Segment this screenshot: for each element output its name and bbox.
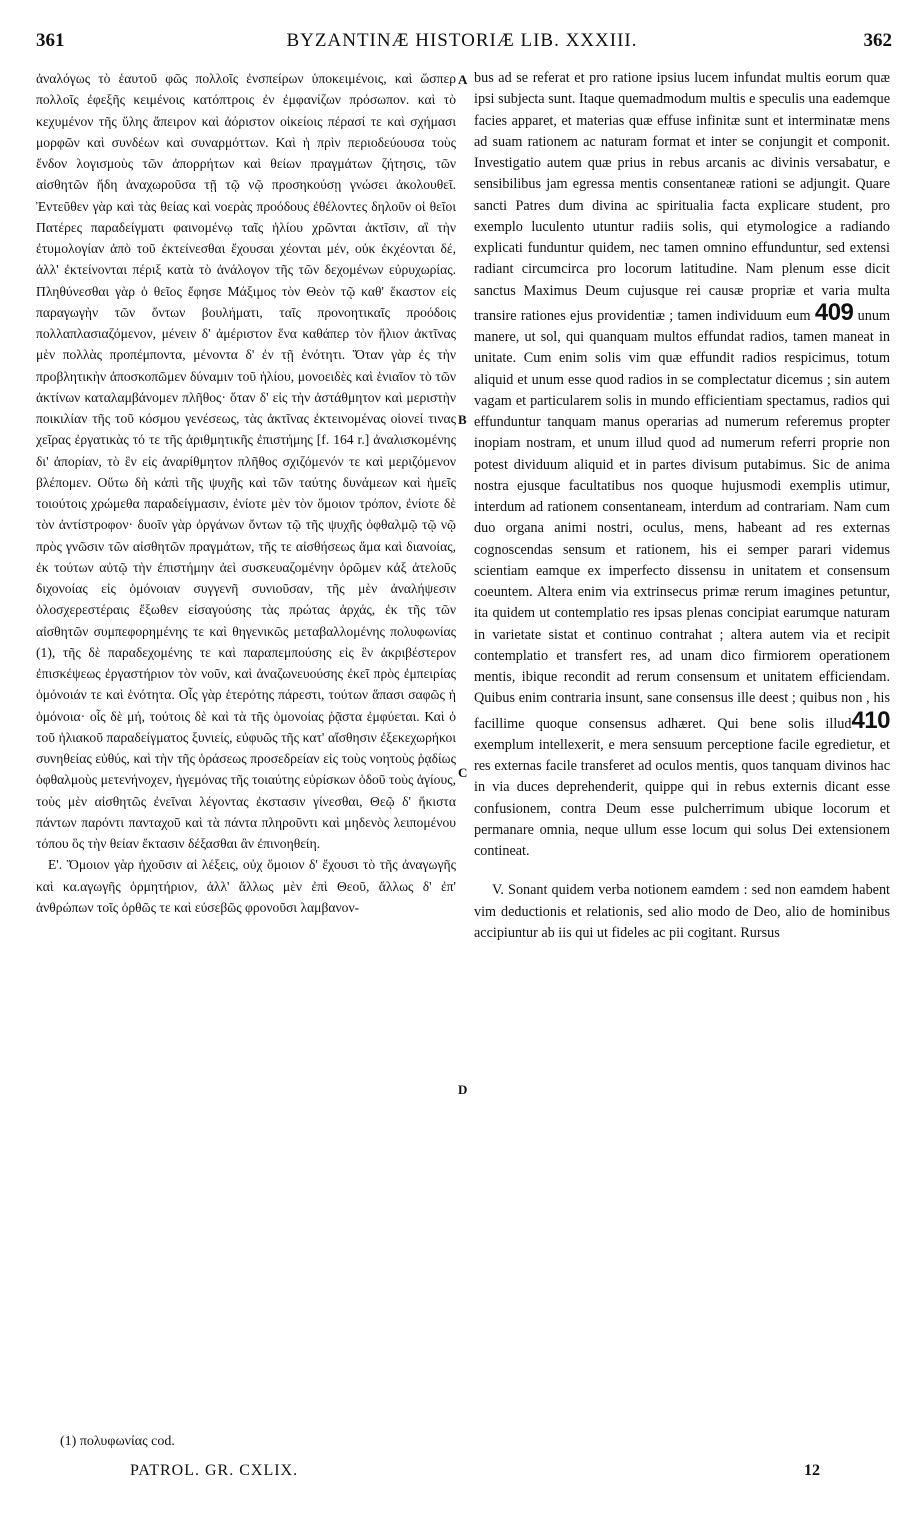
greek-paragraph-2: Ε'. Ὅμοιον γὰρ ἠχοῦσιν αἱ λέξεις, οὐχ ὅμοιον δ' ἔχουσι τὸ τῆς ἀναγωγῆς καὶ κα.αγωγῆς ὁρμητήριον, ἀλλ' ἄλλως μὲν ἐπὶ Θεοῦ, ἄλλως δ' ἐπ' ἀνθρώπων τοῖς ὀρθῶς τε καὶ εὐσεβῶς φρονοῦσι λαμβανον- — [36, 857, 456, 915]
column-ref-410: 410 — [851, 706, 890, 734]
greek-paragraph-1: ἀναλόγως τὸ ἑαυτοῦ φῶς πολλοῖς ἐνσπείρων ὑποκειμένοις, καὶ ὥσπερ πολλοῖς ἐφεξῆς κειμένοις κατόπτροις ἐν ἐμφανίζων πρόσωπον. καὶ τὸ κεχυμένον τῆς ὕλης ἄπειρον καὶ ἀόριστον οἰκείοις πέρασί τε καὶ σχήμασι μορφῶν καὶ συνδέων καὶ συναρμόττων. Καὶ ἡ πρὶν περιοδεύουσα τοὺς ἔνδον λογισμοὺς τῶν ἀπορρήτων καὶ θείων πραγμάτων ζήτησις, τῶν αἰσθητῶν ἤδη ἀναχωροῦσα τῇ τῷ νῷ προσηκούσῃ γνώσει ἀκολουθεῖ. Ἐντεῦθεν γὰρ καὶ τὰς θείας καὶ νοερὰς προόδους ἐθέλοντες δηλοῦν οἱ θεῖοι Πατέρες παραδείγματι φαινομένῳ ταῖς ἡλίου χρῶνται ἀκτῖσιν, αἳ τὴν ἐτυμολογίαν ἀπὸ τοῦ ἐκτείνεσθαι ἔχουσαι χέονται μέν, οὐκ ἐκχέονται δέ, ἀλλ' ἐκτείνονται πέριξ κατὰ τὸ ἀνάλογον τῆς τῶν δεχομένων εὐρυχωρίας. Πληθύνεσθαι γὰρ ὁ θεῖος ἔφησε Μάξιμος τὸν Θεὸν τῷ καθ' ἕκαστον εἰς παραγωγὴν τῶν ὄντων βουλήματι, ταῖς προνοητικαῖς προόδοις πολλαπλασιαζόμενον, μένειν δ' ἀμέριστον ἕνα καθάπερ τὸν ἥλιον ἀκτῖνας μὲν πολλὰς προπέμποντα, μένοντα δ' ἐν τῇ ἑνότητι. Ὅταν γὰρ ἐς τὴν προβλητικὴν ἀποσκοπῶμεν δύναμιν τοῦ ἡλίου, μονοειδὲς καὶ ἑνιαῖον τὸ τῶν ἀκτίνων καταλαμβάνομεν πλῆθος· ὅταν δ' εἰς τὴν ἀστάθμητον καὶ μεριστὴν ποικιλίαν τῆς τοῦ κόσμου γενέσεως, τὰς ἀκτῖνας ἐκτεινομένας οἱονεί τινας χεῖρας ἐργατικὰς τό τε τῆς ἀριθμητικῆς ἐπιστήμης [f. 164 r.] ἀναλισκομένης δι' ἀπορίαν, τὸ ἓν εἰς ἀναρίθμητον πλῆθος σχιζόμενόν τε καὶ μεριζόμενον βλέπομεν. Οὕτω δὴ κἀπὶ τῆς ψυχῆς καὶ τῶν ταύτης δυνάμεων καὶ ἡμεῖς τοιούτοις χρώμεθα παραδείγμασιν, ἐνίοτε μὲν τὸν ὅμοιον τρόπον, ἐνίοτε δὲ τὸν ἀντίστροφον· δυοῖν γὰρ ὀργάνων ὄντων τῷ τῆς ψυχῆς ὀφθαλμῷ τῷ νῷ πρὸς γνῶσιν τῶν αἰσθητῶν πραγμάτων, τῆς τε αἰσθήσεως ἅμα καὶ διανοίας, ἐκ τούτων αὐτῷ τὴν ἐπιστήμην ἀεὶ συσκευαζομένην ὁρῶμεν κἀξ ἀτελοῦς διχονοίας εἰς ὁμόνοιαν συγγενῆ συνιοῦσαν, τῆς μὲν ἀναλήψεσιν ὁλοσχερεστέραις ἔξωθεν εἰσαγούσης τὰς πρώτας ἀρχάς, ἐκ τῆς τῶν αἰσθητῶν συμπεφορημένης τε καὶ θηγενικῶς μεταβαλλομένης πολυφωνίας (1), τῆς δὲ παραδεχομένης τε καὶ παραπεμπούσης εἰς ἓν ἀκριβέστερον ἐπισκέψεως ἐργαστήριον τὸν νοῦν, καὶ ἀναζωνευούσης ἐκεῖ πρὸς ἐμπειρίας ὁμόνοιάν τε καὶ ἑνότητα. Οἷς γὰρ ἑτερότης πάρεστι, τούτων ἅπασι σαφῶς ἡ ὁμόνοια· οἷς δὲ μή, τούτοις δὲ καὶ τὰ τῆς ὁμονοίας ῥᾷστα ἐμφύεται. Καὶ ὁ τοῦ ἡλιακοῦ παραδείγματος ξυνιείς, εὐφυῶς τῆς κατ' αἴσθησιν ἐξεκεχωρήκοι συνηθείας εὐθύς, καὶ τὴν τῆς ὁράσεως προσεδρείαν εἰς τοὺς νοητοὺς ῥᾳδίως ὀφθαλμοὺς μετενήνοχεν, ἡγεμόνας τῆς τοιαύτης εὑρίσκων ὁδοῦ τοὺς ἁγίους, τοὺς μὲν αἰσθητῶς ἐνεῖναι λέγοντας ἐκστασιν γίνεσθαι, Θεῷ δ' ἥκιστα πάντων παρόντι πανταχοῦ καὶ τὰ πάντα πληροῦντι καὶ μηδενὸς λειπομένου τόπου ὃς τὴν θείαν ἔκτασιν δέξασθαι ἂν ἐπινοηθείη. — [36, 71, 456, 851]
latin-text-1c: exemplum intellexerit, e mera sensuum perceptione facile egredietur, et res externas facile transferet ad oculos mentis, quos tanquam divinos hac in via duces deprehenderit, quippe qui in rebus externis dicant esse confusionem, contra Deum esse pulcherrimum ubique locorum et permanare omnia, neque ullum esse locum qui solus Dei extensionem contineat. — [474, 736, 890, 859]
margin-letter-c: C — [458, 765, 468, 780]
latin-text-1b: unum manere, ut sol, qui quanquam multos effundat radios, tamen maneat in unitate. Cum enim solis vim quæ effundit radios respicimus, totum aliquid et unum esse quod radios in se complectatur dicemus ; sin autem vagam et particularem solis in mundo efficientiam spectamus, radios qui effunduntur tanquam manus operarias ad numerum referemus propter inopiam nostram, et unum illud quod ad numerum referri proprie non potest dividuum aliquid et in partes divisum putabimus. Sic de anima nostra ejusque facultatibus nos quoque hujusmodi exemplis utimur, interdum ad rationem consentaneam, interdum ad contrariam. Nam cum duo organa animi nostri, oculus, mens, habeant ad res externas cognoscendas sensum et rationem, his ei semper parari videmus scientiam eamque ex imperfecto dissensu in unitatem et consensum coeuntem. Altera enim via extrinsecus primæ rerum imagines petuntur, ita quidem ut contemplatio res ipsas plenas concipiat earumque naturam in varietate sistat et continuo contrahat ; altera autem via et recipit contemplatio et transfert res, ad unam dico firmiorem operationem mentis, ibique recondit ad rerum consensum et unitatem efficiendam. Quibus enim contraria insunt, sane consensus ille deest ; quibus non , his facillime quoque consensus adhæret. Qui bene solis illud — [474, 307, 890, 732]
margin-letter-b: B — [458, 412, 467, 427]
footnote: (1) πολυφωνίας cod. — [60, 1434, 175, 1449]
latin-paragraph-2: V. Sonant quidem verba notionem eamdem : sed non eamdem habent vim deductionis et relationis, sed alio modo de Deo, alio de hominibus accipiuntur ab iis qui ut fideles ac pii cogitant. Rursus — [474, 882, 890, 941]
signature-mark: PATROL. GR. CXLIX. — [130, 1462, 299, 1479]
running-header — [32, 30, 892, 56]
margin-letter-a: A — [458, 72, 468, 87]
column-ref-409: 409 — [814, 298, 854, 326]
page-number-left: 361 — [36, 30, 65, 51]
gathering-number: 12 — [804, 1462, 820, 1479]
footer — [130, 1462, 820, 1486]
margin-letter-d: D — [458, 1082, 468, 1097]
latin-paragraph-1 — [474, 68, 890, 862]
greek-column — [36, 68, 456, 918]
running-title: BYZANTINÆ HISTORIÆ LIB. XXXIII. — [286, 30, 638, 51]
latin-column — [474, 68, 890, 944]
latin-text-1a: bus ad se referat et pro ratione ipsius lucem infundat multis eorum quæ ipsi subjecta sunt. Itaque quemadmodum multis e speculis una eademque facies apparet, et materias quæ effuse infinitæ sunt et interminatæ mens ad suam rationem ac naturam format et inter se conjungit et componit. Investigatio autem quæ prius in rebus arcanis ac divinis versabatur, e sensibilibus jam egressa mentis consentaneæ rationi se adjungit. Quare sancti Patres dum divina ac spiritualia facta explicare student, pro exemplo luculento utuntur radiis solis, qui etymologice a radiando explicati funduntur quidem, nec tamen omnino effunduntur, sed extensi radiant circumcirca pro locorum latitudine. Nam plenum esse dicit sanctus Maximus Deum cujusque rei causæ propriæ et varia multa transire rationes ejus providentiæ ; tamen individuum eum — [474, 70, 890, 324]
page-number-right: 362 — [863, 30, 892, 51]
